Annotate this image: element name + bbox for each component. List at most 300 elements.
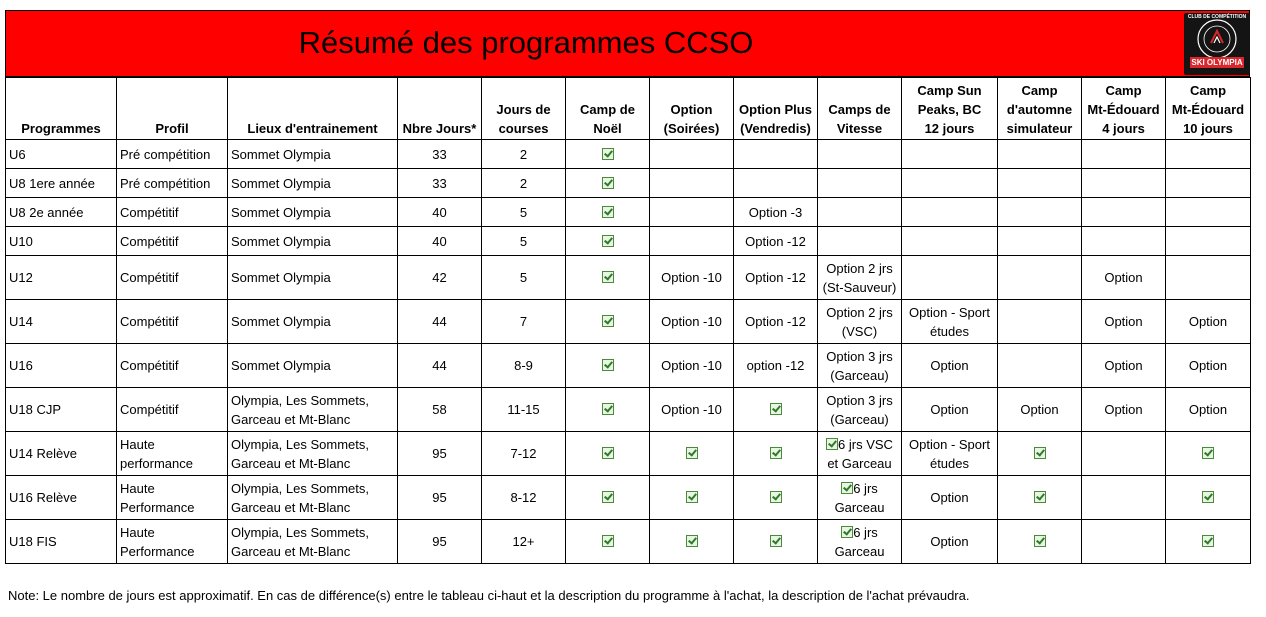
checkbox-checked-icon xyxy=(602,359,614,371)
cell-line xyxy=(737,532,814,551)
cell-noel xyxy=(566,227,650,256)
cell-vendredis xyxy=(734,256,818,300)
cell-line xyxy=(401,232,478,251)
cell-text: 42 xyxy=(432,270,447,285)
cell-line xyxy=(737,356,814,375)
cell-jours xyxy=(398,198,482,227)
cell-vendredis xyxy=(734,520,818,564)
cell-vitesse xyxy=(818,520,902,564)
cell-noel xyxy=(566,344,650,388)
checkbox-checked-icon xyxy=(686,447,698,459)
column-header-line: Camp xyxy=(1105,83,1142,98)
checkbox-checked-icon xyxy=(602,447,614,459)
cell-line xyxy=(485,444,562,463)
header-row xyxy=(6,78,1251,140)
checkbox-checked-icon xyxy=(770,403,782,415)
cell-text: U8 2e année xyxy=(9,204,84,220)
cell-lieux xyxy=(228,169,398,198)
cell-line xyxy=(821,542,898,561)
cell-vendredis xyxy=(734,476,818,520)
cell-text: U14 Relève xyxy=(9,446,77,461)
cell-text: Option 3 jrs xyxy=(826,348,893,364)
footnote: Note: Le nombre de jours est approximatif. En cas de différence(s) entre le tableau ci-haut et la description du programme à l'achat, la description de l'achat prévaudra. xyxy=(8,588,970,603)
checkbox-checked-icon xyxy=(602,206,614,218)
cell-line xyxy=(9,488,113,507)
cell-soirees xyxy=(650,476,734,520)
column-header-line: Camp Sun xyxy=(917,83,982,98)
cell-noel xyxy=(566,256,650,300)
cell-line xyxy=(231,410,394,429)
cell-line xyxy=(905,322,994,341)
cell-line xyxy=(231,391,394,410)
cell-prog xyxy=(6,256,117,300)
cell-mted4 xyxy=(1082,256,1166,300)
cell-line xyxy=(905,400,994,419)
logo-brand: SKI OLYMPIA xyxy=(1191,58,1243,67)
cell-jours xyxy=(398,256,482,300)
cell-soirees xyxy=(650,388,734,432)
cell-sunpeaks xyxy=(902,476,998,520)
cell-courses xyxy=(482,169,566,198)
cell-line xyxy=(120,479,224,498)
cell-line xyxy=(231,203,394,222)
cell-vitesse xyxy=(818,169,902,198)
cell-text: 11-15 xyxy=(507,402,540,417)
column-header-line: Camps de xyxy=(828,102,891,117)
cell-line xyxy=(231,542,394,561)
cell-line xyxy=(1169,312,1247,331)
cell-text: (Garceau) xyxy=(830,411,889,427)
cell-mted4 xyxy=(1082,140,1166,169)
cell-vitesse xyxy=(818,140,902,169)
cell-profil xyxy=(117,344,228,388)
cell-text: Compétitif xyxy=(120,233,179,249)
column-header-mted10 xyxy=(1166,78,1251,140)
cell-vendredis xyxy=(734,169,818,198)
cell-text: 2 xyxy=(519,146,528,162)
cell-profil xyxy=(117,227,228,256)
cell-line xyxy=(1085,356,1162,375)
cell-line xyxy=(653,488,730,507)
cell-text: Option xyxy=(1188,314,1228,329)
cell-line xyxy=(231,435,394,454)
cell-line xyxy=(401,145,478,164)
cell-text: 2 xyxy=(519,175,528,191)
cell-lieux xyxy=(228,300,398,344)
cell-line xyxy=(653,400,730,419)
cell-line xyxy=(1085,312,1162,331)
cell-mted4 xyxy=(1082,520,1166,564)
cell-line xyxy=(231,479,394,498)
cell-text: U12 xyxy=(9,270,33,285)
cell-text: Option 2 jrs xyxy=(826,304,893,320)
cell-text: Option xyxy=(930,402,969,417)
cell-text: Option xyxy=(930,358,969,373)
column-header-line: Mt-Édouard xyxy=(1087,102,1160,117)
cell-line xyxy=(1001,400,1078,419)
cell-jours xyxy=(398,520,482,564)
cell-soirees xyxy=(650,198,734,227)
cell-text: Olympia, Les Sommets, xyxy=(231,436,369,452)
cell-mted10 xyxy=(1166,300,1251,344)
cell-vitesse xyxy=(818,256,902,300)
cell-line xyxy=(9,356,113,375)
cell-vitesse xyxy=(818,227,902,256)
cell-line xyxy=(569,203,646,222)
cell-text: Option 3 jrs xyxy=(826,392,893,408)
cell-text: 8-12 xyxy=(510,490,537,505)
cell-text: Option -10 xyxy=(661,358,722,373)
cell-text: Olympia, Les Sommets, xyxy=(231,392,369,408)
cell-text: 8-9 xyxy=(514,358,533,373)
cell-line xyxy=(905,454,994,473)
cell-simulateur xyxy=(998,140,1082,169)
column-header-sunpeaks xyxy=(902,78,998,140)
cell-simulateur xyxy=(998,520,1082,564)
cell-mted4 xyxy=(1082,476,1166,520)
cell-text: Option xyxy=(930,534,969,549)
table-row xyxy=(6,432,1251,476)
cell-line xyxy=(821,523,898,542)
cell-text: Option -12 xyxy=(745,270,806,285)
cell-line xyxy=(569,312,646,331)
column-header-profil xyxy=(117,78,228,140)
cell-text: Sommet Olympia xyxy=(231,358,331,373)
cell-line xyxy=(120,400,224,419)
cell-text: Garceau et Mt-Blanc xyxy=(231,543,351,559)
cell-text: 40 xyxy=(432,233,447,249)
cell-line xyxy=(485,356,562,375)
cell-profil xyxy=(117,432,228,476)
cell-text: études xyxy=(929,323,970,339)
cell-line xyxy=(120,268,224,287)
cell-line xyxy=(821,303,898,322)
cell-line xyxy=(401,532,478,551)
cell-text: Option xyxy=(930,490,969,505)
cell-text: 95 xyxy=(432,490,447,505)
cell-line xyxy=(569,145,646,164)
cell-line xyxy=(653,532,730,551)
cell-text: 6 jrs VSC xyxy=(838,436,893,452)
cell-text: Sommet Olympia xyxy=(231,314,331,329)
cell-line xyxy=(1085,268,1162,287)
cell-line xyxy=(120,232,224,251)
cell-text: (Garceau) xyxy=(830,367,889,383)
cell-jours xyxy=(398,388,482,432)
cell-line xyxy=(120,312,224,331)
cell-line xyxy=(653,312,730,331)
column-header-lieux xyxy=(228,78,398,140)
column-header-line: Programmes xyxy=(21,121,101,136)
cell-text: 58 xyxy=(432,402,447,417)
cell-text: 44 xyxy=(432,314,447,329)
cell-jours xyxy=(398,300,482,344)
cell-line xyxy=(485,203,562,222)
cell-profil xyxy=(117,520,228,564)
cell-line xyxy=(821,391,898,410)
cell-sunpeaks xyxy=(902,140,998,169)
cell-line xyxy=(737,400,814,419)
cell-profil xyxy=(117,169,228,198)
cell-line xyxy=(120,203,224,222)
cell-text: U10 xyxy=(9,233,33,249)
cell-line xyxy=(821,322,898,341)
checkbox-checked-icon xyxy=(602,177,614,189)
cell-noel xyxy=(566,520,650,564)
cell-profil xyxy=(117,140,228,169)
cell-courses xyxy=(482,388,566,432)
cell-courses xyxy=(482,198,566,227)
cell-line xyxy=(401,174,478,193)
cell-text: Option - Sport xyxy=(909,436,990,452)
cell-text: Option 2 jrs xyxy=(826,260,893,276)
table-row xyxy=(6,227,1251,256)
cell-noel xyxy=(566,432,650,476)
cell-mted10 xyxy=(1166,169,1251,198)
column-header-vitesse xyxy=(818,78,902,140)
cell-line xyxy=(1085,400,1162,419)
checkbox-checked-icon xyxy=(1202,447,1214,459)
cell-line xyxy=(9,203,113,222)
checkbox-checked-icon xyxy=(602,535,614,547)
cell-line xyxy=(821,347,898,366)
cell-line xyxy=(569,532,646,551)
column-header-line: d'automne xyxy=(1006,102,1073,117)
cell-line xyxy=(737,268,814,287)
cell-mted4 xyxy=(1082,388,1166,432)
cell-line xyxy=(231,356,394,375)
cell-line xyxy=(231,498,394,517)
checkbox-checked-icon xyxy=(1034,447,1046,459)
checkbox-checked-icon xyxy=(686,535,698,547)
cell-simulateur xyxy=(998,198,1082,227)
cell-noel xyxy=(566,169,650,198)
checkbox-checked-icon xyxy=(602,315,614,327)
cell-text: Garceau et Mt-Blanc xyxy=(231,455,351,471)
cell-line xyxy=(485,532,562,551)
cell-text: Garceau et Mt-Blanc xyxy=(231,499,351,515)
cell-line xyxy=(120,145,224,164)
cell-courses xyxy=(482,432,566,476)
cell-line xyxy=(821,454,898,473)
cell-line xyxy=(401,268,478,287)
cell-text: U6 xyxy=(9,146,26,162)
cell-line xyxy=(231,268,394,287)
cell-vitesse xyxy=(818,388,902,432)
cell-lieux xyxy=(228,198,398,227)
cell-lieux xyxy=(228,520,398,564)
column-header-line: 10 jours xyxy=(1183,121,1233,136)
column-header-line: Lieux d'entrainement xyxy=(247,121,378,136)
cell-profil xyxy=(117,476,228,520)
cell-line xyxy=(401,444,478,463)
cell-simulateur xyxy=(998,476,1082,520)
cell-line xyxy=(569,232,646,251)
cell-mted4 xyxy=(1082,432,1166,476)
cell-text: Olympia, Les Sommets, xyxy=(231,524,369,540)
cell-mted10 xyxy=(1166,520,1251,564)
cell-line xyxy=(1169,400,1247,419)
cell-text: Option xyxy=(1104,402,1143,417)
cell-line xyxy=(1169,356,1247,375)
cell-profil xyxy=(117,256,228,300)
cell-line xyxy=(821,278,898,297)
cell-lieux xyxy=(228,432,398,476)
cell-text: et Garceau xyxy=(827,455,892,471)
cell-noel xyxy=(566,300,650,344)
checkbox-checked-icon xyxy=(841,482,853,494)
cell-vitesse xyxy=(818,476,902,520)
column-header-line: (Vendredis) xyxy=(740,121,811,136)
cell-soirees xyxy=(650,169,734,198)
cell-line xyxy=(569,268,646,287)
cell-text: option -12 xyxy=(746,358,805,373)
cell-text: Compétitif xyxy=(120,204,179,220)
column-header-vendredis xyxy=(734,78,818,140)
cell-vendredis xyxy=(734,432,818,476)
cell-text: 5 xyxy=(519,233,528,249)
cell-text: 33 xyxy=(432,146,447,162)
cell-mted4 xyxy=(1082,300,1166,344)
cell-line xyxy=(120,542,224,561)
cell-line xyxy=(1169,532,1247,551)
cell-prog xyxy=(6,344,117,388)
cell-vendredis xyxy=(734,198,818,227)
cell-courses xyxy=(482,227,566,256)
cell-vitesse xyxy=(818,198,902,227)
cell-text: 12+ xyxy=(512,534,535,549)
cell-line xyxy=(485,232,562,251)
cell-mted10 xyxy=(1166,344,1251,388)
cell-line xyxy=(401,312,478,331)
cell-sunpeaks xyxy=(902,256,998,300)
cell-line xyxy=(9,444,113,463)
cell-prog xyxy=(6,520,117,564)
cell-text: Haute xyxy=(120,436,155,452)
cell-mted10 xyxy=(1166,432,1251,476)
cell-simulateur xyxy=(998,256,1082,300)
cell-line xyxy=(485,174,562,193)
column-header-line: 12 jours xyxy=(924,121,975,136)
cell-line xyxy=(569,356,646,375)
cell-courses xyxy=(482,300,566,344)
table-row xyxy=(6,169,1251,198)
column-header-line: simulateur xyxy=(1006,121,1073,136)
cell-text: 7-12 xyxy=(510,446,537,461)
column-header-line: courses xyxy=(498,121,549,136)
cell-text: Performance xyxy=(120,499,195,515)
cell-line xyxy=(231,312,394,331)
cell-soirees xyxy=(650,344,734,388)
table-row xyxy=(6,300,1251,344)
cell-text: 95 xyxy=(432,534,447,549)
cell-text: Haute xyxy=(120,480,155,496)
cell-sunpeaks xyxy=(902,388,998,432)
cell-text: Compétitif xyxy=(120,270,179,285)
cell-vendredis xyxy=(734,227,818,256)
programs-table xyxy=(5,77,1251,564)
cell-line xyxy=(485,145,562,164)
cell-line xyxy=(905,488,994,507)
table-row xyxy=(6,476,1251,520)
cell-text: Option -10 xyxy=(661,314,722,329)
checkbox-checked-icon xyxy=(770,535,782,547)
column-header-soirees xyxy=(650,78,734,140)
cell-vendredis xyxy=(734,300,818,344)
cell-noel xyxy=(566,198,650,227)
cell-mted10 xyxy=(1166,476,1251,520)
cell-text: Performance xyxy=(120,543,195,559)
cell-text: Option xyxy=(1188,358,1228,373)
table-row xyxy=(6,520,1251,564)
cell-mted4 xyxy=(1082,227,1166,256)
cell-line xyxy=(1169,444,1247,463)
column-header-line: Jours de xyxy=(496,102,551,117)
cell-courses xyxy=(482,344,566,388)
cell-text: Option -10 xyxy=(661,270,722,285)
cell-profil xyxy=(117,388,228,432)
cell-text: Option -12 xyxy=(745,233,806,249)
cell-line xyxy=(569,174,646,193)
cell-jours xyxy=(398,344,482,388)
table-row xyxy=(6,388,1251,432)
cell-sunpeaks xyxy=(902,300,998,344)
cell-text: Option xyxy=(1104,314,1143,329)
cell-jours xyxy=(398,432,482,476)
cell-text: 44 xyxy=(432,358,447,373)
column-header-simulateur xyxy=(998,78,1082,140)
cell-simulateur xyxy=(998,169,1082,198)
logo-top-text: CLUB DE COMPÉTITION xyxy=(1187,14,1247,20)
cell-line xyxy=(120,498,224,517)
column-header-noel xyxy=(566,78,650,140)
cell-soirees xyxy=(650,520,734,564)
cell-line xyxy=(485,488,562,507)
cell-line xyxy=(737,232,814,251)
cell-line xyxy=(401,356,478,375)
cell-mted10 xyxy=(1166,388,1251,432)
cell-text: Haute xyxy=(120,524,155,540)
cell-sunpeaks xyxy=(902,227,998,256)
checkbox-checked-icon xyxy=(602,403,614,415)
cell-text: Option -3 xyxy=(748,204,803,220)
cell-vitesse xyxy=(818,300,902,344)
cell-simulateur xyxy=(998,432,1082,476)
cell-vitesse xyxy=(818,432,902,476)
cell-mted4 xyxy=(1082,198,1166,227)
checkbox-checked-icon xyxy=(602,271,614,283)
checkbox-checked-icon xyxy=(1034,535,1046,547)
cell-line xyxy=(120,454,224,473)
cell-sunpeaks xyxy=(902,169,998,198)
cell-line xyxy=(569,488,646,507)
cell-line xyxy=(9,532,113,551)
column-header-line: 4 jours xyxy=(1102,121,1145,136)
cell-line xyxy=(737,488,814,507)
cell-mted10 xyxy=(1166,140,1251,169)
cell-text: performance xyxy=(120,455,193,471)
cell-vitesse xyxy=(818,344,902,388)
cell-text: Sommet Olympia xyxy=(231,175,331,191)
cell-sunpeaks xyxy=(902,344,998,388)
cell-courses xyxy=(482,140,566,169)
cell-line xyxy=(9,268,113,287)
column-header-line: Mt-Édouard xyxy=(1171,102,1245,117)
cell-line xyxy=(120,174,224,193)
table-body xyxy=(6,140,1251,564)
cell-soirees xyxy=(650,432,734,476)
checkbox-checked-icon xyxy=(602,491,614,503)
